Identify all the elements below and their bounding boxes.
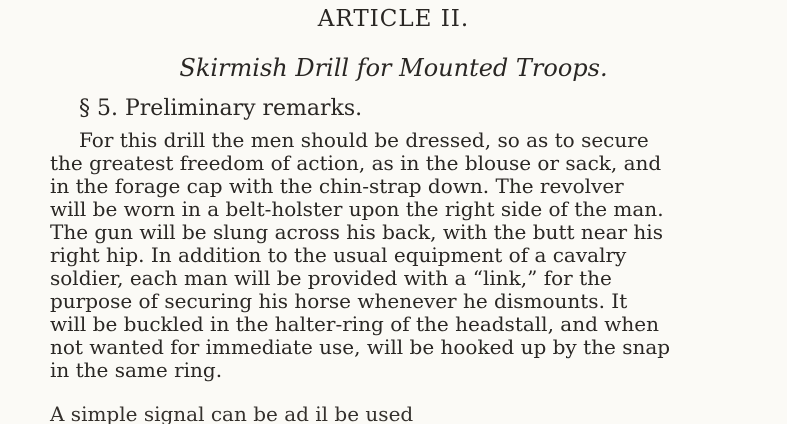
- paragraph-line-2: the greatest freedom of action, as in the blouse or sack, and: [50, 151, 662, 175]
- paragraph-line-12: A simple signal can be ad il be used: [50, 402, 414, 424]
- article-heading: ARTICLE II.: [317, 6, 470, 32]
- paragraph-line-1: For this drill the men should be dressed, so as to secure: [79, 128, 649, 152]
- paragraph-line-6: right hip. In addition to the usual equipment of a cavalry: [50, 243, 627, 267]
- paragraph-line-7: soldier, each man will be provided with a “link,” for the: [50, 266, 612, 290]
- paragraph-line-4: will be worn in a belt-holster upon the right side of the man.: [50, 197, 664, 221]
- paragraph-line-3: in the forage cap with the chin-strap down. The revolver: [50, 174, 624, 198]
- paragraph-line-11: in the same ring.: [50, 358, 223, 382]
- paragraph-line-10: not wanted for immediate use, will be hooked up by the snap: [50, 335, 671, 359]
- paragraph-line-8: purpose of securing his horse whenever he dismounts. It: [50, 289, 628, 313]
- section-heading: § 5. Preliminary remarks.: [79, 96, 363, 121]
- article-title: Skirmish Drill for Mounted Troops.: [179, 54, 608, 82]
- paragraph-line-5: The gun will be slung across his back, with the butt near his: [50, 220, 663, 244]
- paragraph-line-9: will be buckled in the halter-ring of the headstall, and when: [50, 312, 659, 336]
